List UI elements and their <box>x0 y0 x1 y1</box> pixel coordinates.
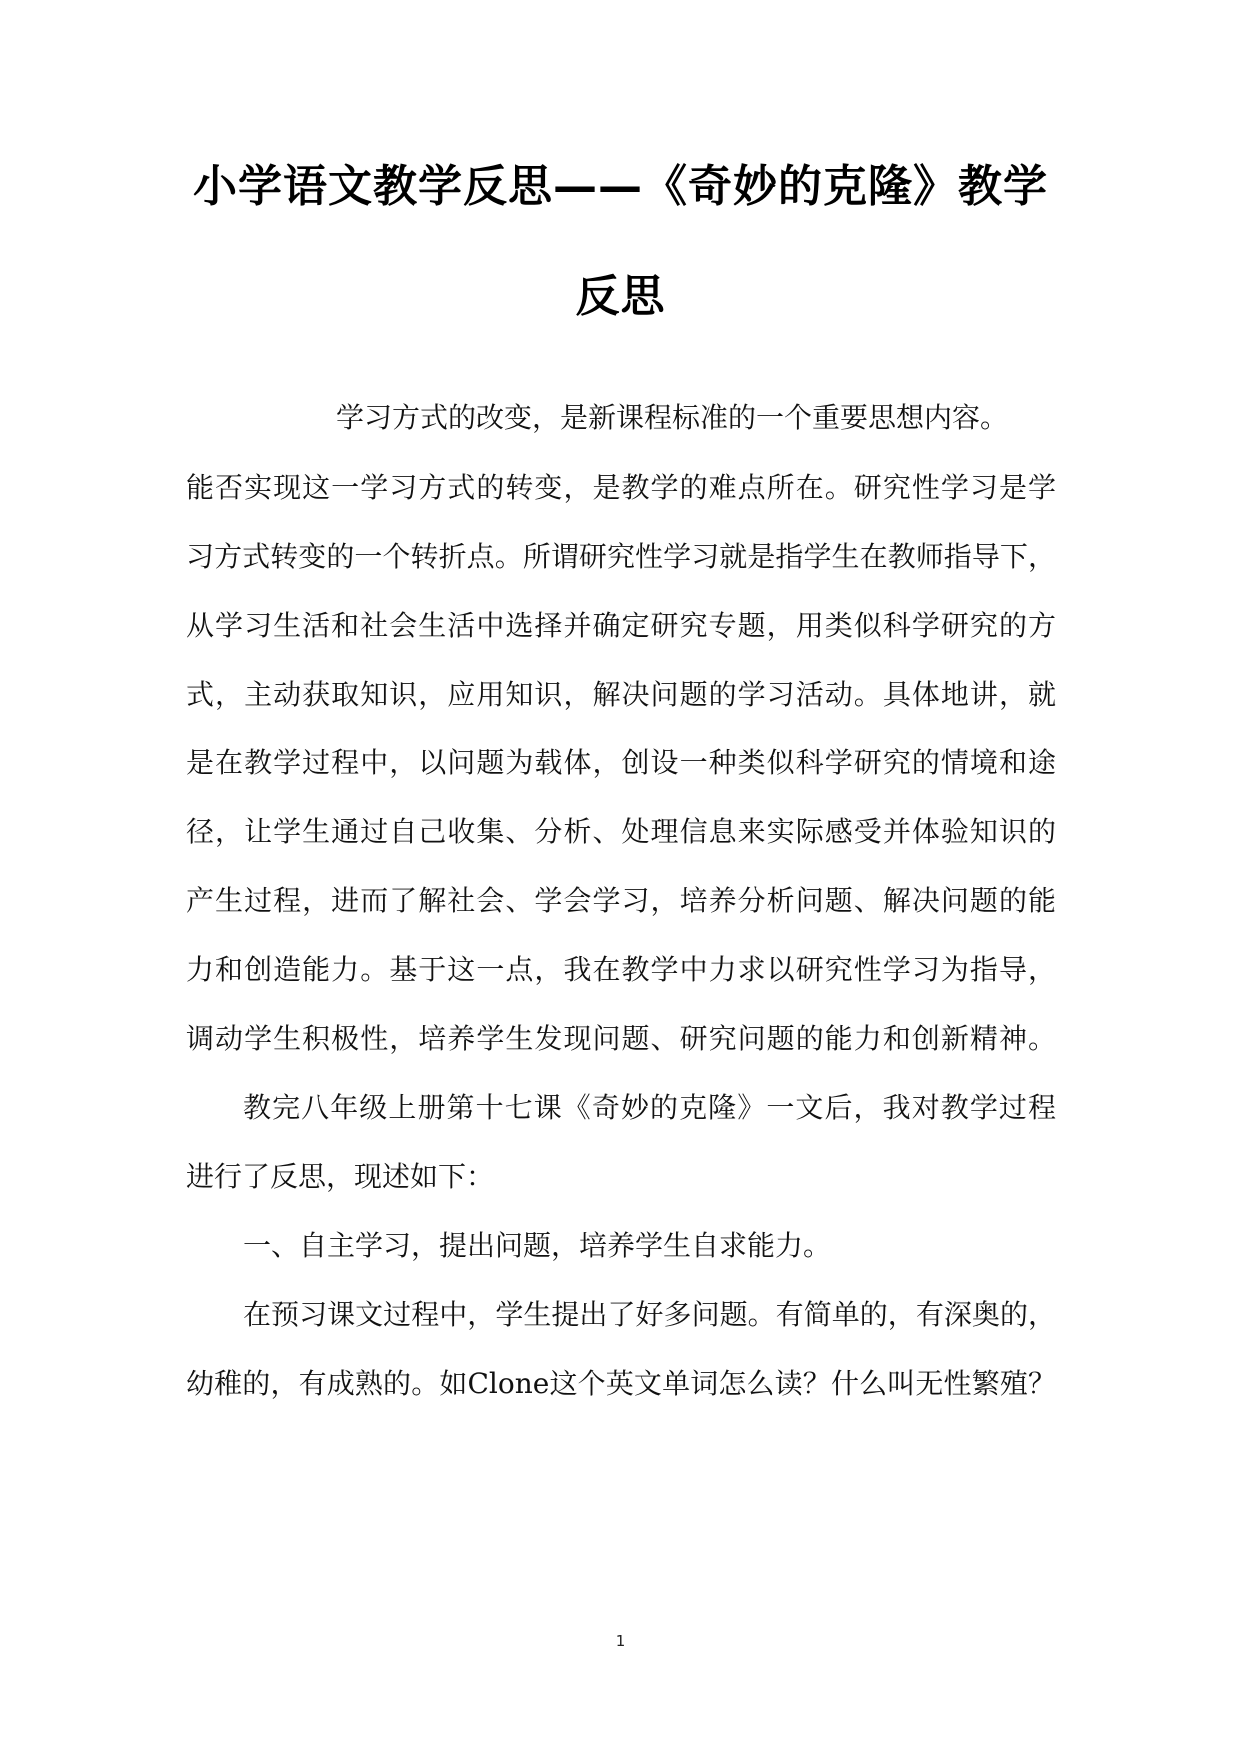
paragraph-2-line-2: 进行了反思，现述如下： <box>186 1160 495 1193</box>
page-number: 1 <box>615 1632 626 1650</box>
paragraph-2-line-1: 教完八年级上册第十七课《奇妙的克隆》一文后，我对教学过程 <box>243 1091 1056 1124</box>
paragraph-1-line-9: 力和创造能力。基于这一点，我在教学中力求以研究性学习为指导， <box>186 953 1056 986</box>
paragraph-3-line-1: 在预习课文过程中，学生提出了好多问题。有简单的，有深奥的， <box>243 1298 1056 1331</box>
paragraph-3-line-2: 幼稚的，有成熟的。如Clone这个英文单词怎么读？什么叫无性繁殖？ <box>186 1367 1056 1400</box>
paragraph-1-line-7: 径，让学生通过自己收集、分析、处理信息来实际感受并体验知识的 <box>186 815 1056 848</box>
paragraph-1-line-4: 从学习生活和社会生活中选择并确定研究专题，用类似科学研究的方 <box>186 609 1056 642</box>
paragraph-1-line-3: 习方式转变的一个转折点。所谓研究性学习就是指学生在教师指导下， <box>186 540 1056 573</box>
paragraph-1-line-1: 学习方式的改变，是新课程标准的一个重要思想内容。 <box>336 401 1009 434</box>
document-title-line-2: 反思 <box>575 271 666 322</box>
section-heading-1: 一、自主学习，提出问题，培养学生自求能力。 <box>243 1229 832 1262</box>
paragraph-1-line-6: 是在教学过程中，以问题为载体，创设一种类似科学研究的情境和途 <box>186 746 1056 779</box>
paragraph-1-line-8: 产生过程，进而了解社会、学会学习，培养分析问题、解决问题的能 <box>186 884 1056 917</box>
paragraph-1-line-5: 式，主动获取知识，应用知识，解决问题的学习活动。具体地讲，就 <box>186 678 1056 711</box>
document-title-line-1: 小学语文教学反思——《奇妙的克隆》教学 <box>193 161 1048 212</box>
paragraph-1-line-10: 调动学生积极性，培养学生发现问题、研究问题的能力和创新精神。 <box>186 1022 1056 1055</box>
paragraph-1-line-2: 能否实现这一学习方式的转变，是教学的难点所在。研究性学习是学 <box>186 471 1056 504</box>
